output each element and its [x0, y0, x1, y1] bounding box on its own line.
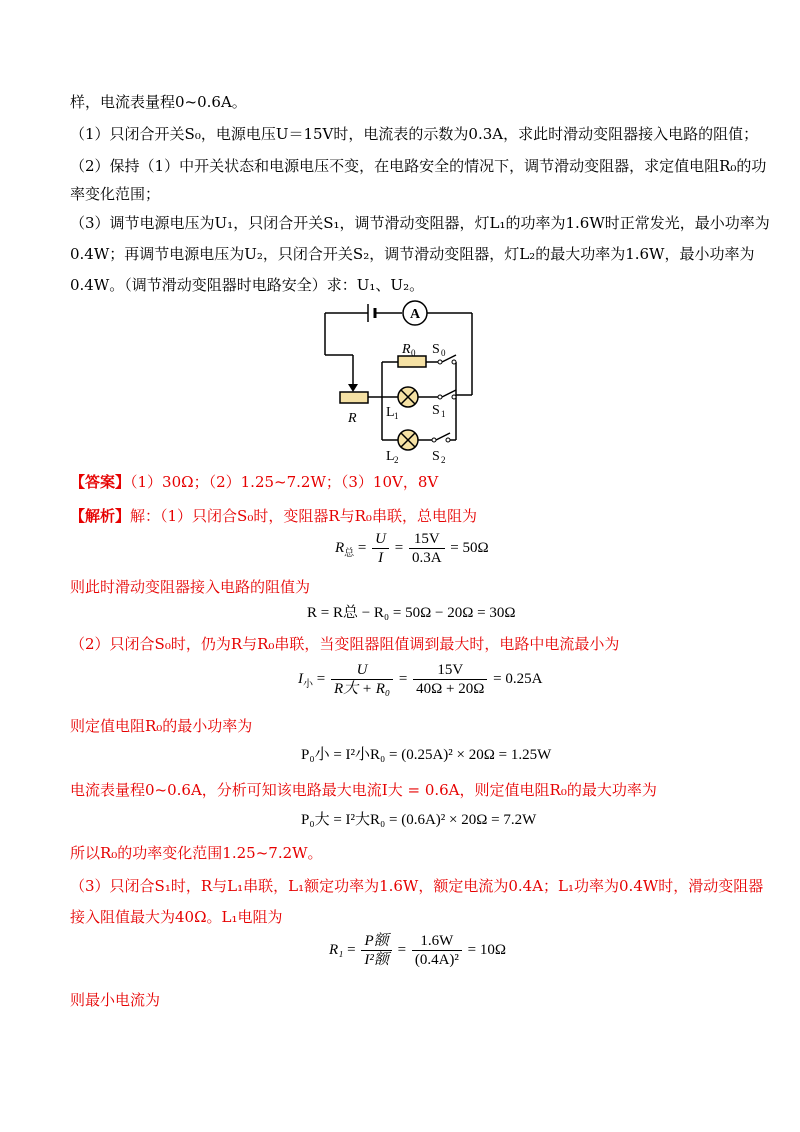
equation-max-power: P₀大 = I²大R₀ = (0.6A)² × 20Ω = 7.2W	[301, 812, 537, 828]
analysis-paragraph: 电流表量程0~0.6A，分析可知该电路最大电流I大 = 0.6A，则定值电阻R₀的最大功率为	[70, 781, 657, 799]
problem-line: 样，电流表量程0~0.6A。	[70, 93, 247, 111]
eq-sign: =	[357, 539, 367, 556]
analysis-tag: 【解析】	[70, 507, 131, 525]
fraction	[413, 661, 487, 698]
s0-label: S	[432, 342, 440, 357]
r0-label-sub: 0	[411, 348, 416, 358]
eq-lhs: R	[335, 539, 345, 556]
analysis-paragraph: （2）只闭合S₀时，仍为R与R₀串联，当变阻器阻值调到最大时，电路中电流最小为	[70, 635, 620, 653]
equation-min-current: $I_小$ = $\frac{U}{\text{R大 + R₀}}$ = $\frac{15V}{40\Omega + 20\Omega}$ = 0.25A	[298, 662, 543, 697]
l2-label: L	[386, 449, 395, 464]
fraction-denominator: (0.4A)²	[414, 952, 459, 968]
l1-label: L	[386, 405, 395, 420]
fraction	[361, 932, 392, 969]
r0-label: R	[402, 342, 411, 357]
fraction-denominator: 0.3A	[411, 550, 442, 566]
fraction	[409, 530, 445, 567]
equation-min-power: P₀小 = I²小R₀ = (0.25A)² × 20Ω = 1.25W	[301, 747, 552, 763]
eq-lhs: R₁	[329, 941, 344, 958]
problem-part2: （2）保持（1）中开关状态和电源电压不变，在电路安全的情况下，调节滑动变阻器，求定值电阻R₀的功	[70, 157, 767, 175]
equation-rheostat-resistance: R = R总 − R₀ = 50Ω − 20Ω = 30Ω	[307, 605, 516, 621]
equation-l1-resistance: R₁ = $\frac{\text{P额}}{\text{I²额}}$ = $\frac{1.6W}{\text{(0.4A)²}}$ = 10Ω	[329, 933, 507, 968]
l1-label-sub: 1	[394, 411, 399, 421]
s2-label: S	[432, 449, 440, 464]
analysis-paragraph: 接入阻值最大为40Ω。L₁电阻为	[70, 908, 283, 926]
eq-result: = 0.25A	[493, 670, 543, 687]
problem-line: 率变化范围；	[70, 185, 161, 203]
fraction-denominator: 40Ω + 20Ω	[416, 681, 485, 697]
s2-label-sub: 2	[441, 455, 446, 465]
fraction-numerator: U	[331, 661, 393, 680]
fraction-denominator: I	[378, 550, 384, 566]
fraction-numerator: 15V	[409, 530, 445, 549]
rheostat-label: R	[348, 411, 357, 426]
s1-label-sub: 1	[441, 409, 446, 419]
problem-line: 0.4W。（调节滑动变阻器时电路安全）求：U₁、U₂。	[70, 276, 425, 294]
eq-lhs-sub: 小	[303, 678, 313, 690]
l2-label-sub: 2	[394, 455, 399, 465]
problem-part1: （1）只闭合开关S₀，电源电压U＝15V时，电流表的示数为0.3A，求此时滑动变阻器接入电路的阻值；	[70, 125, 759, 143]
s1-label: S	[432, 403, 440, 418]
eq-lhs: I	[298, 670, 303, 687]
fraction	[372, 530, 389, 567]
fraction-numerator: P额	[361, 932, 392, 951]
eq-result: = 10Ω	[467, 941, 507, 958]
fraction-denominator: R大 + R₀	[333, 681, 391, 697]
analysis-paragraph: 则此时滑动变阻器接入电路的阻值为	[70, 578, 311, 596]
problem-line: 0.4W；再调节电源电压为U₂，只闭合开关S₂，调节滑动变阻器，灯L₂的最大功率为1.6W，最小功率为	[70, 245, 755, 263]
analysis-paragraph: 则最小电流为	[70, 991, 161, 1009]
fraction-numerator: 15V	[413, 661, 487, 680]
eq-lhs-sub: 总	[344, 547, 355, 559]
analysis-paragraph: （3）只闭合S₁时，R与L₁串联，L₁额定功率为1.6W，额定电流为0.4A；L₁功率为0.4W时，滑动变阻器	[70, 877, 764, 895]
eq-result: = 50Ω	[450, 539, 489, 556]
analysis-intro-text: 解：（1）只闭合S₀时，变阻器R与R₀串联，总电阻为	[130, 507, 477, 525]
analysis-intro	[70, 506, 477, 526]
fraction	[412, 932, 462, 969]
answer-line	[70, 472, 438, 492]
s0-label-sub: 0	[441, 348, 446, 358]
fraction-numerator: 1.6W	[412, 932, 462, 951]
slider-arrow	[348, 384, 358, 392]
fraction-numerator: U	[372, 530, 389, 549]
analysis-paragraph: 所以R₀的功率变化范围1.25~7.2W。	[70, 844, 323, 862]
rheostat-body	[340, 392, 368, 403]
analysis-paragraph: 则定值电阻R₀的最小功率为	[70, 717, 253, 735]
equation-total-resistance: $R_总$ = $\frac{U}{I}$ = $\frac{15V}{0.3A}$ = 50Ω	[335, 531, 489, 566]
fraction	[331, 661, 393, 698]
problem-part3: （3）调节电源电压为U₁，只闭合开关S₁，调节滑动变阻器，灯L₁的功率为1.6W时正常发光，最小功率为	[70, 214, 770, 232]
answer-tag: 【答案】	[70, 473, 131, 491]
fraction-denominator: I²额	[364, 952, 389, 968]
answer-text: （1）30Ω；（2）1.25~7.2W；（3）10V，8V	[130, 473, 439, 491]
circuit-diagram	[320, 300, 500, 470]
ammeter-label: A	[409, 307, 421, 322]
